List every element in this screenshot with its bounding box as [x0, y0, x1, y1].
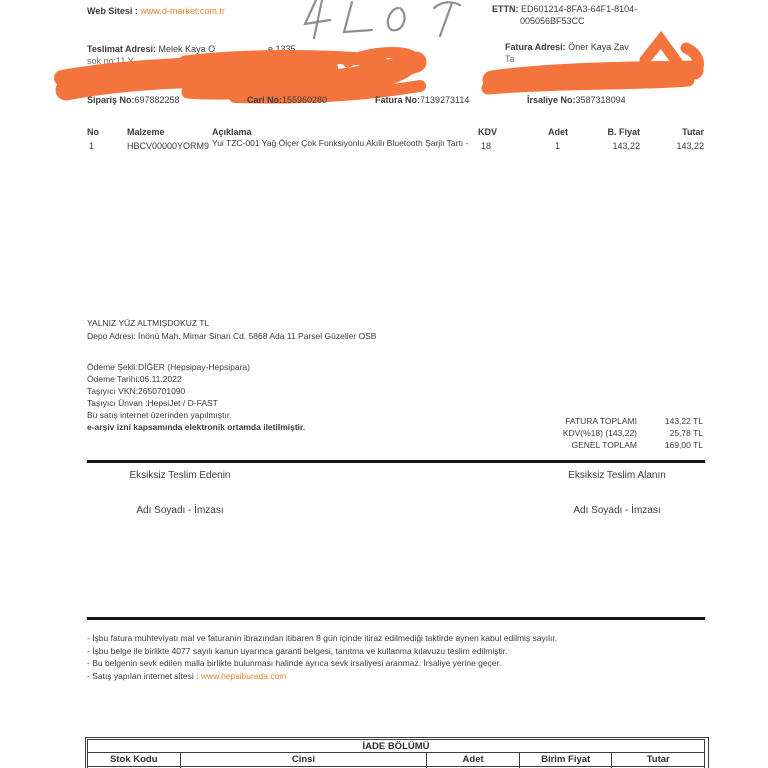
redaction-scribble-left [62, 52, 420, 97]
invoice-number [375, 95, 469, 106]
order-number-value: 697882258 [134, 95, 180, 105]
carrier-vkn: Taşıyıcı VKN:2650701090 [87, 386, 186, 396]
deliverer-title: Eksiksiz Teslim Edenin [129, 470, 231, 481]
return-section-title: İADE BÖLÜMÜ [88, 740, 705, 753]
deliverer-name-signature: Adı Soyadı - İmzası [136, 505, 224, 516]
delivery-address-label: Teslimat Adresi: [87, 44, 157, 54]
ettn-value-line1: ED601214-8FA3-64F1-8104- [521, 4, 638, 14]
redaction-scribble-right [488, 40, 698, 88]
handwritten-mark [305, 0, 460, 38]
invoice-total-label: FATURA TOPLAMI [565, 416, 637, 426]
invoice-number-value: 7139273114 [420, 95, 470, 105]
delivery-address-start: Melek Kaya O [158, 44, 216, 54]
vat-total-label: KDV(%18) (143,22) [562, 428, 637, 438]
footer-divider [87, 617, 705, 620]
return-col-stok-kodu: Stok Kodu [88, 753, 181, 767]
item-total: 143,22 [676, 141, 704, 151]
waybill-number-label: İrsaliye No: [527, 95, 576, 105]
grand-total-label: GENEL TOPLAM [571, 440, 637, 450]
waybill-number-value: 3587318094 [575, 95, 626, 105]
item-qty: 1 [554, 141, 560, 151]
delivery-address-fragment: e 1335 [268, 44, 296, 54]
item-vat: 18 [481, 141, 492, 151]
order-number [87, 95, 180, 106]
depot-address: Depo Adresi: İnönü Mah. Mimar Sinan Cd. 5868 Ada 11 Parsel Güzeller OSB [87, 331, 377, 341]
ettn-label: ETTN: [492, 4, 519, 14]
col-header-kdv: KDV [478, 127, 498, 137]
col-header-bfiyat: B. Fiyat [607, 127, 640, 137]
amount-in-words: YALNIZ YÜZ ALTMIŞDOKUZ TL [87, 318, 210, 328]
grand-total-value: 169,00 TL [664, 440, 703, 450]
delivery-address-line2: sok no:11 Y [87, 56, 134, 66]
col-header-tutar: Tutar [682, 127, 704, 137]
invoice-total-value: 143,22 TL [664, 416, 703, 426]
website-label: Web Sitesi : [87, 6, 138, 16]
return-section-table [87, 739, 705, 768]
item-no: 1 [89, 141, 95, 151]
receiver-title: Eksiksiz Teslim Alanın [568, 470, 666, 481]
billing-address-label: Fatura Adresi: [505, 42, 566, 52]
hepsiburada-link[interactable]: www.hepsiburada.com [200, 671, 287, 681]
carrier-title: Taşıyıcı Ünvan :HepsiJet / D-FAST [87, 398, 218, 408]
item-sku: HBCV00000YORM9 [127, 141, 210, 151]
billing-address-line3: Ma [505, 76, 518, 86]
signature-divider [87, 460, 705, 463]
waybill-number [527, 95, 626, 106]
col-header-no: No [87, 127, 99, 137]
billing-address-start: Öner Kaya Zav [568, 42, 629, 52]
earsiv-note: e-arşiv izni kapsamında elektronik ortamda iletilmiştir. [87, 422, 306, 432]
account-number [247, 95, 327, 106]
account-number-value: 155960280 [282, 95, 328, 105]
ettn-value-line2: 005056BF53CC [520, 16, 585, 26]
payment-date: Ödeme Tarihi:06.11.2022 [87, 374, 182, 384]
footer-note-3: - Bu belgenin sevk edilen malla birlikte bulunması halinde ayrıca sevk irsaliyesi aranmaz. İrsaliye yerine geçer. [87, 658, 502, 668]
footer-note-4-text: - Satış yapılan internet sitesi : [87, 671, 201, 681]
return-col-cinsi: Cinsi [180, 753, 427, 767]
internet-sale-note: Bu satış internet üzerinden yapılmıştır. [87, 410, 232, 420]
footer-note-1: - İşbu fatura muhteviyatı mal ve faturanın ibrazından itibaren 8 gün içinde itiraz edilmediği taktirde aynen kabul edilmiş sayılır. [87, 633, 558, 643]
billing-address-line2: Ta [505, 54, 515, 64]
footer-note-4 [87, 671, 286, 682]
return-col-adet: Adet [427, 753, 520, 767]
annotations-overlay [0, 0, 768, 130]
order-number-label: Sipariş No: [87, 95, 135, 105]
receiver-name-signature: Adı Soyadı - İmzası [573, 505, 661, 516]
col-header-malzeme: Malzeme [127, 127, 165, 137]
return-col-tutar: Tutar [612, 753, 705, 767]
item-unit-price: 143,22 [612, 141, 640, 151]
payment-method: Ödeme Şekli:DİĞER (Hepsipay-Hepsipara) [87, 362, 250, 372]
footer-note-2: - İşbu belge ile birlikte 4077 sayılı kanun uyarınca garanti belgesi, tanıtma ve kullanma kılavuzu teslim edilmiştir. [87, 646, 508, 656]
col-header-adet: Adet [548, 127, 568, 137]
return-col-birim-fiyat: Birim Fiyat [519, 753, 612, 767]
website-link[interactable]: www.d-market.com.tr [140, 6, 225, 16]
col-header-aciklama: Açıklama [212, 127, 252, 137]
vat-total-value: 25,78 TL [669, 428, 703, 438]
account-number-label: Cari No: [247, 95, 283, 105]
invoice-number-label: Fatura No: [375, 95, 420, 105]
item-description: Yui TZC-001 Yağ Ölçer Çok Fonksiyonlu Akıllı Bluetooth Şarjlı Tartı - [212, 138, 469, 148]
